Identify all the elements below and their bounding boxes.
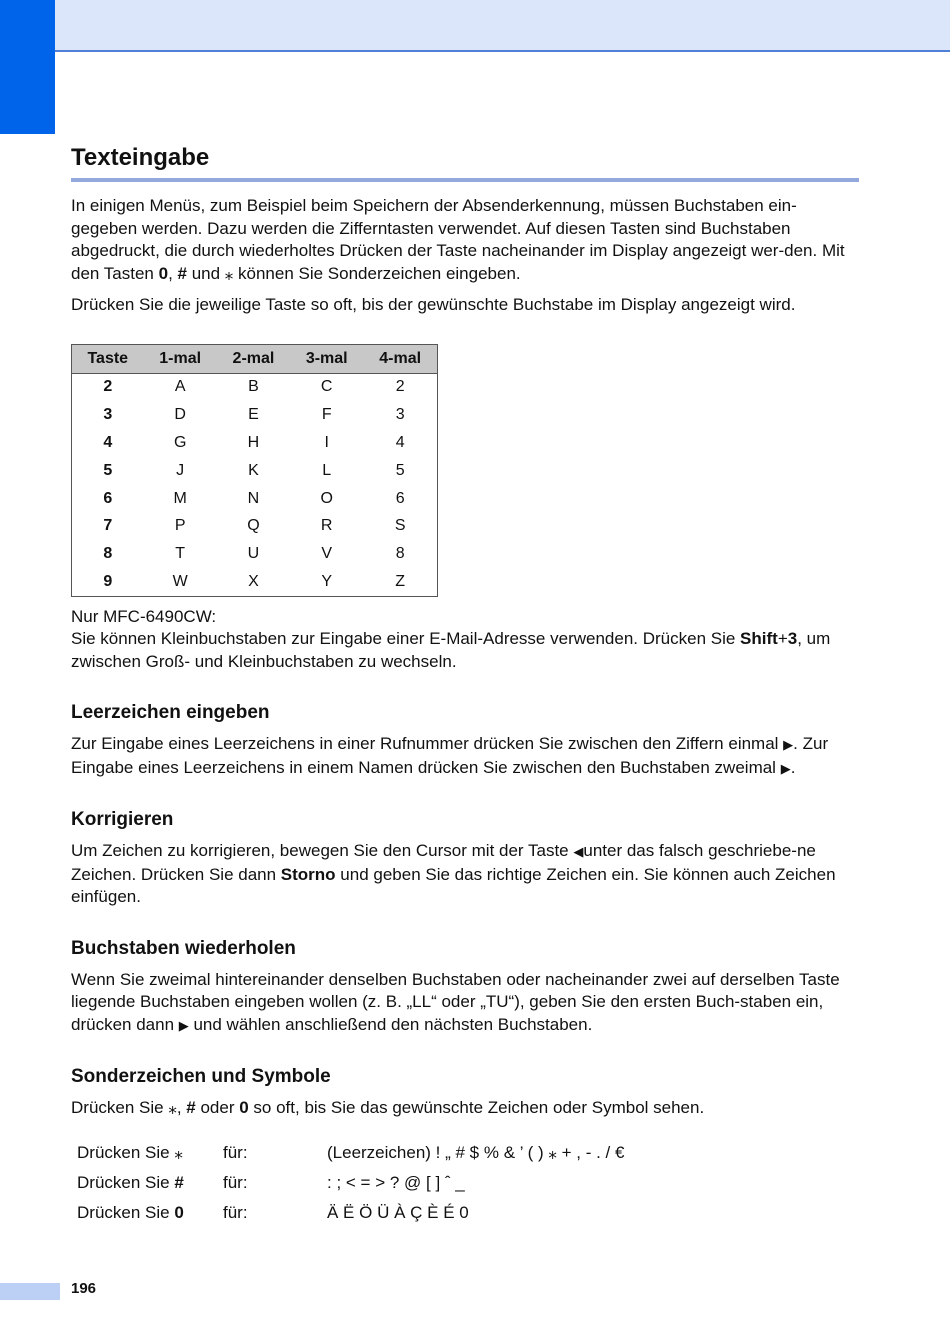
key-cell: 5 xyxy=(103,461,113,479)
symbols-cell: (Leerzeichen) ! „ # $ % & ’ ( ) ⁎ + , - . / € xyxy=(327,1142,625,1162)
symbols-cell: Ä Ë Ö Ü À Ç È É 0 xyxy=(327,1202,469,1222)
section-heading-special: Sonderzeichen und Symbole xyxy=(71,1066,331,1088)
note-text-end: , um zwischen Groß- und Kleinbuchstaben zu wechseln. xyxy=(71,629,831,671)
key-cell: 7 xyxy=(103,517,113,535)
table-cell: X xyxy=(248,572,259,590)
table-cell: O xyxy=(320,489,333,507)
separator: , xyxy=(168,263,178,283)
table-cell: H xyxy=(247,433,260,451)
table-row xyxy=(72,429,438,457)
page-content xyxy=(71,140,859,1228)
correct-text-end: und geben Sie das richtige Zeichen ein. Sie können auch Zeichen einfügen. xyxy=(71,864,836,907)
press-cell xyxy=(77,1198,223,1228)
key-0: 0 xyxy=(174,1202,184,1222)
space-text-2: . Zur Eingabe eines Leerzeichens in einem Namen drücken Sie zwischen den Buchstaben zweimal xyxy=(71,734,829,777)
arrow-left-icon: ◀ xyxy=(573,844,584,860)
conjunction: und xyxy=(186,263,225,283)
symbols-cell: : ; < = > ? @ [ ] ˆ _ xyxy=(327,1172,465,1192)
table-cell: J xyxy=(176,461,185,479)
special-text-end: so oft, bis Sie das gewünschte Zeichen oder Symbol sehen. xyxy=(248,1098,705,1118)
table-cell: W xyxy=(172,572,188,590)
note-block xyxy=(71,606,859,674)
table-cell: K xyxy=(248,461,259,479)
special-text: Drücken Sie xyxy=(71,1098,169,1118)
symbol-row xyxy=(77,1168,624,1198)
section-text-special xyxy=(71,1097,859,1120)
press-label: Drücken Sie xyxy=(77,1172,175,1192)
table-cell: G xyxy=(173,433,187,451)
table-cell: B xyxy=(248,378,259,396)
key-star: ⁎ xyxy=(174,1142,183,1162)
for-label: für: xyxy=(223,1202,248,1222)
arrow-right-icon: ▶ xyxy=(780,760,791,776)
table-cell: 3 xyxy=(395,406,405,424)
key-cell: 6 xyxy=(103,489,113,507)
table-row xyxy=(72,485,438,513)
table-cell: M xyxy=(173,489,187,507)
key-3: 3 xyxy=(787,629,798,649)
arrow-right-icon: ▶ xyxy=(178,1017,189,1033)
table-cell: N xyxy=(247,489,260,507)
table-cell: R xyxy=(320,517,333,535)
table-cell: D xyxy=(174,406,186,424)
correct-text: Um Zeichen zu korrigieren, bewegen Sie den Cursor mit der Taste xyxy=(71,841,574,861)
repeat-text-end: und wählen anschließend den nächsten Buchstaben. xyxy=(188,1014,593,1034)
section-text-space xyxy=(71,733,859,780)
symbol-row xyxy=(77,1198,624,1228)
table-cell: 4 xyxy=(395,433,405,451)
separator: , xyxy=(176,1098,187,1118)
table-cell: Y xyxy=(321,572,333,590)
intro-paragraph xyxy=(71,195,859,285)
key-storno: Storno xyxy=(280,864,336,884)
key-table xyxy=(71,344,438,597)
key-cell: 2 xyxy=(103,378,113,396)
table-cell: I xyxy=(324,433,329,451)
symbol-table xyxy=(77,1138,624,1228)
arrow-right-icon: ▶ xyxy=(783,737,794,753)
key-cell: 9 xyxy=(103,572,113,590)
col-header: 2-mal xyxy=(217,344,290,373)
page-title: Texteingabe xyxy=(71,144,859,182)
table-cell: T xyxy=(175,545,186,563)
space-text-end: . xyxy=(790,757,796,777)
section-heading-space: Leerzeichen eingeben xyxy=(71,702,270,724)
table-cell: Z xyxy=(395,572,406,590)
table-cell: E xyxy=(248,406,259,424)
for-label: für: xyxy=(223,1142,248,1162)
table-row xyxy=(72,373,438,401)
table-cell: Q xyxy=(247,517,260,535)
key-star: ⁎ xyxy=(224,263,234,283)
section-text-correct xyxy=(71,840,859,909)
section-text-repeat xyxy=(71,969,859,1038)
press-cell xyxy=(77,1168,223,1198)
table-row xyxy=(72,568,438,596)
table-cell: U xyxy=(247,545,260,563)
table-row xyxy=(72,540,438,568)
press-label: Drücken Sie xyxy=(77,1202,175,1222)
table-cell: V xyxy=(321,545,333,563)
table-cell: F xyxy=(321,406,332,424)
key-cell: 4 xyxy=(103,433,113,451)
page-number: 196 xyxy=(71,1280,97,1297)
press-cell xyxy=(77,1138,223,1168)
plus-sign: + xyxy=(777,629,788,649)
intro-paragraph-2: Drücken Sie die jeweilige Taste so oft, bis der gewünschte Buchstabe im Display angezeigt wird. xyxy=(71,295,796,314)
intro-text-end: können Sie Sonderzeichen eingeben. xyxy=(233,263,521,283)
table-cell: L xyxy=(322,461,332,479)
key-hash: # xyxy=(186,1098,196,1118)
col-header: 4-mal xyxy=(363,344,437,373)
section-heading-correct: Korrigieren xyxy=(71,809,174,831)
key-cell: 3 xyxy=(103,406,113,424)
header-band xyxy=(0,0,950,52)
symbol-row xyxy=(77,1138,624,1168)
note-title: Nur MFC-6490CW: xyxy=(71,606,217,626)
key-0: 0 xyxy=(158,263,169,283)
section-heading-repeat: Buchstaben wiederholen xyxy=(71,937,296,959)
conjunction: oder xyxy=(195,1098,240,1118)
key-cell: 8 xyxy=(103,545,113,563)
correct-text-2: unter das falsch geschriebe-ne Zeichen. Drücken Sie dann xyxy=(71,841,816,884)
key-shift: Shift xyxy=(740,629,778,649)
col-header: 1-mal xyxy=(144,344,217,373)
for-label: für: xyxy=(223,1172,248,1192)
press-label: Drücken Sie xyxy=(77,1142,175,1162)
table-row xyxy=(72,401,438,429)
table-cell: P xyxy=(174,517,186,535)
space-text: Zur Eingabe eines Leerzeichens in einer Rufnummer drücken Sie zwischen den Ziffern einmal xyxy=(71,734,784,754)
table-cell: C xyxy=(320,378,333,396)
key-star: ⁎ xyxy=(168,1098,177,1118)
intro-text: In einigen Menüs, zum Beispiel beim Speichern der Absenderkennung, müssen Buchstaben ein-gegeben werden. Dazu werden die Zifferntasten verwendet. Auf diesen Tasten sind Buchstaben abgedruckt, die durch wiederholtes Drücken der Taste nacheinander im Display angezeigt wer-den. Mit den Tasten xyxy=(71,196,845,283)
key-hash: # xyxy=(177,263,187,283)
key-0: 0 xyxy=(239,1098,249,1118)
key-hash: # xyxy=(174,1172,184,1192)
col-header: 3-mal xyxy=(290,344,363,373)
note-text: Sie können Kleinbuchstaben zur Eingabe einer E-Mail-Adresse verwenden. Drücken Sie xyxy=(71,629,741,649)
table-cell: 6 xyxy=(395,489,405,507)
table-row xyxy=(72,512,438,540)
table-cell: 5 xyxy=(395,461,405,479)
table-cell: S xyxy=(394,517,406,535)
col-header: Taste xyxy=(72,344,144,373)
table-cell: 8 xyxy=(395,545,405,563)
key-table-header xyxy=(72,344,438,373)
chapter-tab xyxy=(0,0,55,134)
table-cell: A xyxy=(174,378,186,396)
footer-bar xyxy=(0,1283,60,1300)
table-row xyxy=(72,457,438,485)
table-cell: 2 xyxy=(395,378,405,396)
repeat-text: Wenn Sie zweimal hintereinander denselben Buchstaben oder nacheinander zwei auf derselben Taste liegende Buchstaben eingeben wollen (z. B. „LL“ oder „TU“), geben Sie den ersten Buch-staben ein, drücken dann xyxy=(71,969,840,1034)
